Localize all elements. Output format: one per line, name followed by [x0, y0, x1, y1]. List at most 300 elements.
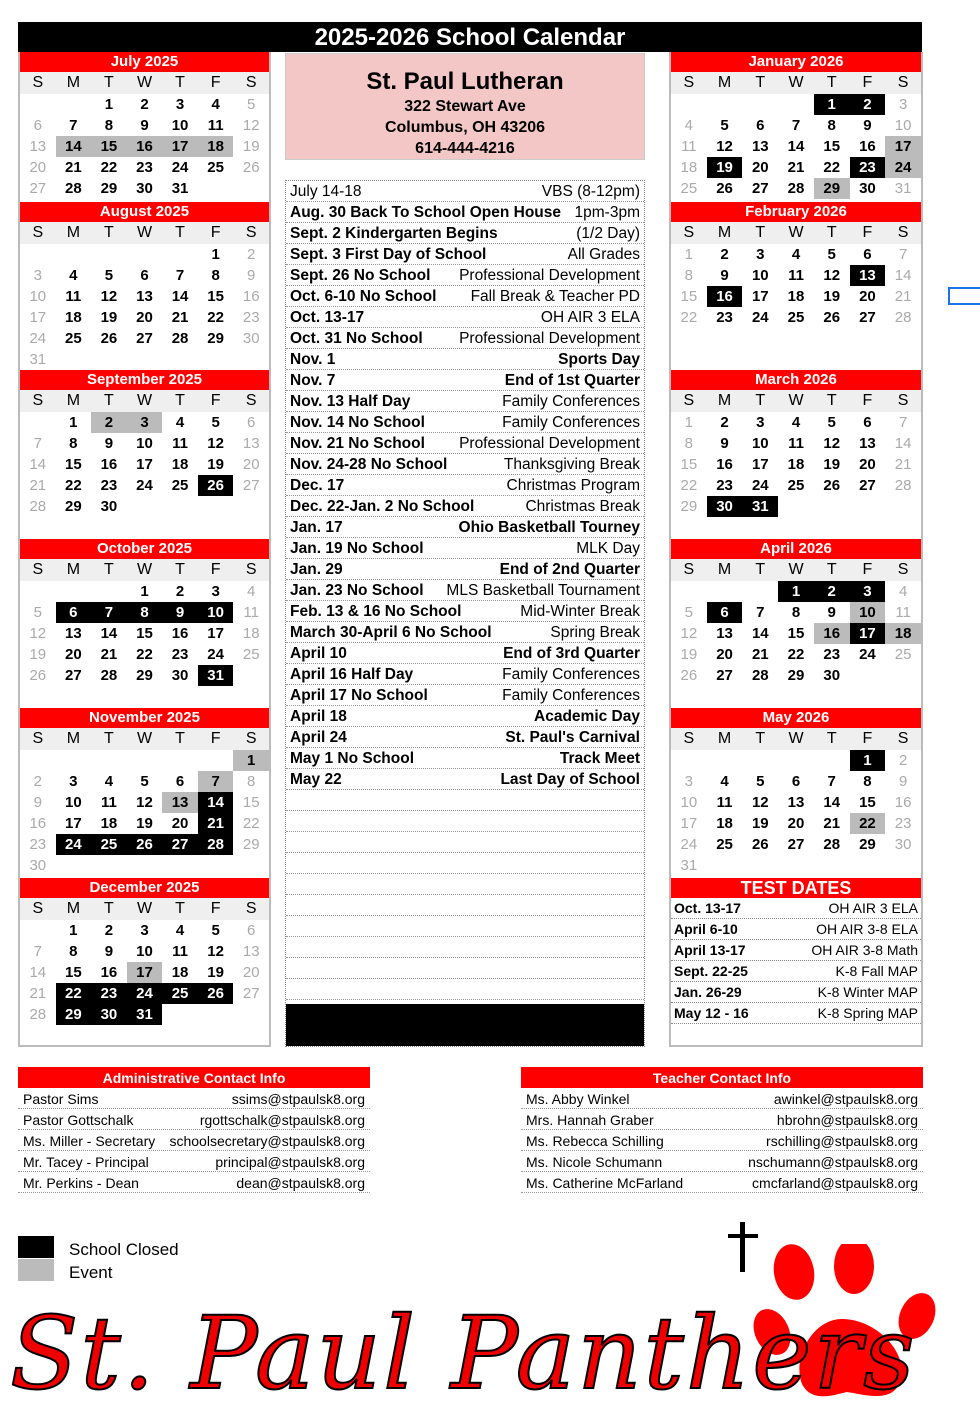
calendar-day[interactable]: 1: [69, 414, 78, 431]
calendar-day[interactable]: 31: [198, 665, 234, 686]
calendar-day[interactable]: 21: [100, 646, 118, 663]
calendar-day[interactable]: 30: [136, 180, 153, 197]
calendar-day[interactable]: 10: [894, 117, 912, 134]
calendar-day[interactable]: 21: [29, 985, 47, 1002]
calendar-day[interactable]: 17: [127, 962, 163, 983]
calendar-day[interactable]: 24: [56, 834, 92, 855]
calendar-day[interactable]: 26: [823, 477, 841, 494]
calendar-day[interactable]: 26: [29, 667, 47, 684]
calendar-day[interactable]: 1: [233, 750, 269, 771]
calendar-day[interactable]: 12: [207, 943, 224, 960]
calendar-day[interactable]: 5: [140, 773, 149, 790]
calendar-day[interactable]: 31: [171, 180, 189, 197]
calendar-day[interactable]: 12: [823, 267, 841, 284]
calendar-day[interactable]: 28: [751, 667, 769, 684]
calendar-day[interactable]: 20: [242, 964, 260, 981]
calendar-day[interactable]: 23: [823, 646, 841, 663]
calendar-day[interactable]: 17: [885, 136, 921, 157]
calendar-day[interactable]: 31: [742, 496, 778, 517]
calendar-day[interactable]: 8: [104, 117, 114, 134]
calendar-day[interactable]: 2: [720, 414, 729, 431]
calendar-day[interactable]: 9: [104, 943, 114, 960]
calendar-day[interactable]: 30: [894, 836, 912, 853]
calendar-day[interactable]: 15: [65, 456, 82, 473]
calendar-day[interactable]: 5: [684, 604, 694, 621]
calendar-day[interactable]: 24: [171, 159, 189, 176]
contact-email[interactable]: hbrohn@stpaulsk8.org: [776, 1112, 918, 1128]
calendar-day[interactable]: 23: [242, 309, 260, 326]
calendar-day[interactable]: 11: [243, 604, 259, 621]
calendar-day[interactable]: 14: [171, 288, 189, 305]
calendar-day[interactable]: 5: [827, 246, 836, 263]
calendar-day[interactable]: 23: [850, 157, 886, 178]
calendar-day[interactable]: 7: [791, 117, 801, 134]
calendar-day[interactable]: 11: [65, 288, 82, 305]
calendar-day[interactable]: 21: [894, 288, 912, 305]
calendar-day[interactable]: 2: [850, 94, 886, 115]
calendar-day[interactable]: 12: [207, 435, 224, 452]
calendar-day[interactable]: 10: [65, 794, 82, 811]
calendar-day[interactable]: 28: [787, 180, 805, 197]
calendar-day[interactable]: 23: [29, 836, 47, 853]
calendar-day[interactable]: 24: [859, 646, 876, 663]
calendar-day[interactable]: 1: [211, 246, 220, 263]
calendar-day[interactable]: 25: [787, 477, 805, 494]
calendar-day[interactable]: 29: [65, 498, 82, 515]
calendar-day[interactable]: 20: [787, 815, 805, 832]
calendar-day[interactable]: 26: [198, 983, 234, 1004]
calendar-day[interactable]: 25: [65, 330, 82, 347]
calendar-day[interactable]: 23: [716, 309, 733, 326]
calendar-day[interactable]: 18: [787, 456, 805, 473]
contact-email[interactable]: awinkel@stpaulsk8.org: [773, 1091, 918, 1107]
calendar-day[interactable]: 14: [894, 267, 912, 284]
calendar-day[interactable]: 15: [787, 625, 805, 642]
calendar-day[interactable]: 19: [242, 138, 260, 155]
calendar-day[interactable]: 19: [680, 646, 698, 663]
calendar-day[interactable]: 23: [91, 983, 127, 1004]
calendar-day[interactable]: 10: [29, 288, 47, 305]
calendar-day[interactable]: 7: [898, 246, 908, 263]
calendar-day[interactable]: 9: [827, 604, 836, 621]
calendar-day[interactable]: 8: [127, 602, 163, 623]
calendar-day[interactable]: 19: [751, 815, 769, 832]
calendar-day[interactable]: 9: [104, 435, 114, 452]
calendar-day[interactable]: 3: [756, 246, 765, 263]
calendar-day[interactable]: 5: [104, 267, 114, 284]
calendar-day[interactable]: 25: [91, 834, 127, 855]
calendar-day[interactable]: 27: [65, 667, 82, 684]
calendar-day[interactable]: 5: [247, 96, 256, 113]
calendar-day[interactable]: 4: [175, 922, 185, 939]
calendar-day[interactable]: 18: [716, 815, 733, 832]
contact-email[interactable]: rschilling@stpaulsk8.org: [766, 1133, 918, 1149]
calendar-day[interactable]: 3: [175, 96, 185, 113]
calendar-day[interactable]: 4: [247, 583, 256, 600]
calendar-day[interactable]: 11: [172, 943, 188, 960]
calendar-day[interactable]: 15: [823, 138, 841, 155]
calendar-day[interactable]: 22: [242, 815, 260, 832]
calendar-day[interactable]: 17: [136, 456, 153, 473]
calendar-day[interactable]: 25: [242, 646, 260, 663]
calendar-day[interactable]: 22: [207, 309, 224, 326]
calendar-day[interactable]: 25: [207, 159, 224, 176]
calendar-day[interactable]: 17: [207, 625, 224, 642]
calendar-day[interactable]: 12: [242, 117, 260, 134]
calendar-day[interactable]: 22: [56, 983, 92, 1004]
calendar-day[interactable]: 28: [29, 1006, 47, 1023]
calendar-day[interactable]: 30: [171, 667, 189, 684]
calendar-day[interactable]: 13: [65, 625, 82, 642]
calendar-day[interactable]: 26: [198, 475, 234, 496]
calendar-day[interactable]: 12: [680, 625, 698, 642]
calendar-day[interactable]: 18: [680, 159, 698, 176]
calendar-day[interactable]: 20: [242, 456, 260, 473]
calendar-day[interactable]: 29: [814, 178, 850, 199]
calendar-day[interactable]: 13: [751, 138, 769, 155]
calendar-day[interactable]: 19: [207, 964, 224, 981]
calendar-day[interactable]: 11: [681, 138, 697, 155]
calendar-day[interactable]: 6: [863, 246, 872, 263]
calendar-day[interactable]: 28: [198, 834, 234, 855]
calendar-day[interactable]: 7: [175, 267, 185, 284]
calendar-day[interactable]: 25: [787, 309, 805, 326]
calendar-day[interactable]: 17: [751, 288, 769, 305]
calendar-day[interactable]: 28: [29, 498, 47, 515]
calendar-day[interactable]: 11: [716, 794, 733, 811]
calendar-day[interactable]: 22: [850, 813, 886, 834]
calendar-day[interactable]: 26: [127, 834, 163, 855]
calendar-day[interactable]: 1: [69, 922, 78, 939]
calendar-day[interactable]: 21: [823, 815, 841, 832]
calendar-day[interactable]: 4: [211, 96, 220, 113]
calendar-day[interactable]: 5: [720, 117, 729, 134]
calendar-day[interactable]: 16: [716, 456, 733, 473]
calendar-day[interactable]: 27: [29, 180, 47, 197]
calendar-day[interactable]: 30: [823, 667, 841, 684]
calendar-day[interactable]: 9: [720, 267, 729, 284]
calendar-day[interactable]: 11: [895, 604, 911, 621]
calendar-day[interactable]: 22: [100, 159, 118, 176]
calendar-day[interactable]: 21: [751, 646, 769, 663]
calendar-day[interactable]: 10: [136, 435, 153, 452]
calendar-day[interactable]: 28: [171, 330, 189, 347]
calendar-day[interactable]: 11: [788, 435, 804, 452]
calendar-day[interactable]: 21: [29, 477, 47, 494]
calendar-day[interactable]: 12: [823, 435, 841, 452]
calendar-day[interactable]: 12: [100, 288, 118, 305]
calendar-day[interactable]: 10: [751, 435, 769, 452]
calendar-day[interactable]: 20: [859, 288, 876, 305]
calendar-day[interactable]: 2: [175, 583, 185, 600]
calendar-day[interactable]: 9: [863, 117, 872, 134]
calendar-day[interactable]: 2: [91, 412, 127, 433]
calendar-day[interactable]: 16: [859, 138, 876, 155]
calendar-day[interactable]: 26: [823, 309, 841, 326]
calendar-day[interactable]: 2: [814, 581, 850, 602]
calendar-day[interactable]: 10: [680, 794, 698, 811]
calendar-day[interactable]: 4: [684, 117, 694, 134]
calendar-day[interactable]: 22: [136, 646, 153, 663]
calendar-day[interactable]: 29: [859, 836, 876, 853]
calendar-day[interactable]: 18: [787, 288, 805, 305]
calendar-day[interactable]: 10: [751, 267, 769, 284]
calendar-day[interactable]: 4: [104, 773, 114, 790]
calendar-day[interactable]: 27: [859, 477, 876, 494]
calendar-day[interactable]: 11: [788, 267, 804, 284]
calendar-day[interactable]: 18: [171, 964, 189, 981]
calendar-day[interactable]: 28: [65, 180, 82, 197]
calendar-day[interactable]: 13: [850, 265, 886, 286]
calendar-day[interactable]: 12: [136, 794, 153, 811]
calendar-day[interactable]: 20: [859, 456, 876, 473]
calendar-day[interactable]: 4: [791, 414, 801, 431]
calendar-day[interactable]: 7: [756, 604, 765, 621]
calendar-day[interactable]: 13: [242, 435, 260, 452]
calendar-day[interactable]: 15: [65, 964, 82, 981]
calendar-day[interactable]: 8: [69, 435, 78, 452]
calendar-day[interactable]: 17: [850, 623, 886, 644]
calendar-day[interactable]: 7: [898, 414, 908, 431]
calendar-day[interactable]: 16: [814, 623, 850, 644]
calendar-day[interactable]: 23: [171, 646, 189, 663]
calendar-day[interactable]: 22: [787, 646, 805, 663]
calendar-day[interactable]: 7: [198, 771, 234, 792]
calendar-day[interactable]: 15: [242, 794, 260, 811]
contact-email[interactable]: nschumann@stpaulsk8.org: [748, 1154, 918, 1170]
calendar-day[interactable]: 14: [100, 625, 118, 642]
calendar-day[interactable]: 19: [100, 309, 118, 326]
calendar-day[interactable]: 15: [207, 288, 224, 305]
calendar-day[interactable]: 31: [894, 180, 912, 197]
calendar-day[interactable]: 4: [69, 267, 78, 284]
calendar-day[interactable]: 4: [720, 773, 729, 790]
calendar-day[interactable]: 3: [850, 581, 886, 602]
calendar-day[interactable]: 25: [171, 477, 189, 494]
calendar-day[interactable]: 30: [29, 857, 47, 874]
calendar-day[interactable]: 20: [716, 646, 733, 663]
calendar-day[interactable]: 26: [100, 330, 118, 347]
calendar-day[interactable]: 8: [684, 435, 694, 452]
calendar-day[interactable]: 2: [247, 246, 256, 263]
calendar-day[interactable]: 8: [863, 773, 872, 790]
calendar-day[interactable]: 2: [104, 922, 114, 939]
calendar-day[interactable]: 3: [69, 773, 78, 790]
calendar-day[interactable]: 21: [894, 456, 912, 473]
calendar-day[interactable]: 27: [136, 330, 153, 347]
calendar-day[interactable]: 20: [136, 309, 153, 326]
calendar-day[interactable]: 6: [863, 414, 872, 431]
calendar-day[interactable]: 13: [242, 943, 260, 960]
calendar-day[interactable]: 20: [29, 159, 47, 176]
calendar-day[interactable]: 25: [716, 836, 733, 853]
calendar-day[interactable]: 6: [140, 267, 149, 284]
calendar-day[interactable]: 19: [136, 815, 153, 832]
calendar-day[interactable]: 13: [162, 792, 198, 813]
calendar-day[interactable]: 13: [29, 138, 47, 155]
calendar-day[interactable]: 4: [175, 414, 185, 431]
calendar-day[interactable]: 31: [29, 351, 47, 368]
calendar-day[interactable]: 24: [751, 477, 769, 494]
calendar-day[interactable]: 31: [680, 857, 698, 874]
calendar-day[interactable]: 19: [707, 157, 743, 178]
calendar-day[interactable]: 30: [100, 498, 118, 515]
calendar-day[interactable]: 6: [56, 602, 92, 623]
calendar-day[interactable]: 6: [247, 922, 256, 939]
calendar-day[interactable]: 7: [91, 602, 127, 623]
calendar-day[interactable]: 2: [720, 246, 729, 263]
calendar-day[interactable]: 1: [850, 750, 886, 771]
calendar-day[interactable]: 9: [720, 435, 729, 452]
calendar-day[interactable]: 23: [716, 477, 733, 494]
calendar-day[interactable]: 3: [684, 773, 694, 790]
calendar-day[interactable]: 24: [751, 309, 769, 326]
calendar-day[interactable]: 7: [69, 117, 78, 134]
calendar-day[interactable]: 19: [29, 646, 47, 663]
calendar-day[interactable]: 25: [680, 180, 698, 197]
calendar-day[interactable]: 14: [29, 456, 47, 473]
contact-email[interactable]: principal@stpaulsk8.org: [215, 1154, 365, 1170]
calendar-day[interactable]: 24: [29, 330, 47, 347]
calendar-day[interactable]: 15: [680, 456, 698, 473]
calendar-day[interactable]: 5: [33, 604, 42, 621]
calendar-day[interactable]: 26: [680, 667, 698, 684]
calendar-day[interactable]: 28: [894, 309, 912, 326]
calendar-day[interactable]: 10: [171, 117, 189, 134]
calendar-day[interactable]: 17: [29, 309, 47, 326]
calendar-day[interactable]: 11: [207, 117, 224, 134]
calendar-day[interactable]: 10: [198, 602, 234, 623]
calendar-day[interactable]: 20: [65, 646, 82, 663]
calendar-day[interactable]: 1: [778, 581, 814, 602]
calendar-day[interactable]: 16: [171, 625, 189, 642]
calendar-day[interactable]: 24: [885, 157, 921, 178]
calendar-day[interactable]: 8: [791, 604, 801, 621]
calendar-day[interactable]: 7: [33, 435, 42, 452]
calendar-day[interactable]: 10: [136, 943, 153, 960]
calendar-day[interactable]: 17: [680, 815, 698, 832]
calendar-day[interactable]: 3: [127, 412, 163, 433]
calendar-day[interactable]: 7: [33, 943, 42, 960]
calendar-day[interactable]: 14: [56, 136, 92, 157]
calendar-day[interactable]: 22: [680, 477, 698, 494]
calendar-day[interactable]: 24: [207, 646, 224, 663]
calendar-day[interactable]: 18: [242, 625, 260, 642]
calendar-day[interactable]: 15: [859, 794, 876, 811]
calendar-day[interactable]: 22: [680, 309, 698, 326]
calendar-day[interactable]: 27: [716, 667, 733, 684]
calendar-day[interactable]: 16: [242, 288, 260, 305]
calendar-day[interactable]: 14: [787, 138, 805, 155]
calendar-day[interactable]: 5: [827, 414, 836, 431]
calendar-day[interactable]: 9: [898, 773, 908, 790]
calendar-day[interactable]: 31: [127, 1004, 163, 1025]
calendar-day[interactable]: 21: [171, 309, 189, 326]
calendar-day[interactable]: 30: [859, 180, 876, 197]
calendar-day[interactable]: 17: [162, 136, 198, 157]
calendar-day[interactable]: 15: [680, 288, 698, 305]
calendar-day[interactable]: 9: [140, 117, 149, 134]
calendar-day[interactable]: 24: [680, 836, 698, 853]
calendar-day[interactable]: 6: [247, 414, 256, 431]
calendar-day[interactable]: 16: [29, 815, 47, 832]
calendar-day[interactable]: 29: [787, 667, 805, 684]
calendar-day[interactable]: 28: [823, 836, 841, 853]
calendar-day[interactable]: 27: [242, 985, 260, 1002]
calendar-day[interactable]: 15: [91, 136, 127, 157]
calendar-day[interactable]: 2: [33, 773, 42, 790]
calendar-day[interactable]: 18: [65, 309, 82, 326]
contact-email[interactable]: cmcfarland@stpaulsk8.org: [752, 1175, 918, 1191]
calendar-day[interactable]: 9: [247, 267, 256, 284]
calendar-day[interactable]: 27: [859, 309, 876, 326]
calendar-day[interactable]: 19: [823, 456, 841, 473]
calendar-day[interactable]: 11: [100, 794, 117, 811]
calendar-day[interactable]: 2: [140, 96, 149, 113]
calendar-day[interactable]: 3: [898, 96, 908, 113]
calendar-day[interactable]: 14: [823, 794, 841, 811]
calendar-day[interactable]: 4: [898, 583, 908, 600]
calendar-day[interactable]: 22: [65, 477, 82, 494]
calendar-day[interactable]: 18: [171, 456, 189, 473]
calendar-day[interactable]: 15: [136, 625, 153, 642]
calendar-day[interactable]: 12: [29, 625, 47, 642]
calendar-day[interactable]: 20: [171, 815, 189, 832]
calendar-day[interactable]: 1: [684, 414, 694, 431]
calendar-day[interactable]: 14: [198, 792, 234, 813]
calendar-day[interactable]: 1: [140, 583, 149, 600]
contact-email[interactable]: ssims@stpaulsk8.org: [231, 1091, 365, 1107]
calendar-day[interactable]: 17: [751, 456, 769, 473]
calendar-day[interactable]: 16: [894, 794, 912, 811]
calendar-day[interactable]: 30: [242, 330, 260, 347]
calendar-day[interactable]: 6: [707, 602, 743, 623]
calendar-day[interactable]: 1: [814, 94, 850, 115]
calendar-day[interactable]: 30: [91, 1004, 127, 1025]
calendar-day[interactable]: 18: [198, 136, 234, 157]
calendar-day[interactable]: 29: [207, 330, 224, 347]
calendar-day[interactable]: 7: [827, 773, 836, 790]
calendar-day[interactable]: 23: [894, 815, 912, 832]
calendar-day[interactable]: 29: [242, 836, 260, 853]
calendar-day[interactable]: 25: [894, 646, 912, 663]
calendar-day[interactable]: 20: [751, 159, 769, 176]
calendar-day[interactable]: 3: [211, 583, 220, 600]
calendar-day[interactable]: 27: [162, 834, 198, 855]
calendar-day[interactable]: 27: [242, 477, 260, 494]
calendar-day[interactable]: 21: [787, 159, 805, 176]
calendar-day[interactable]: 11: [172, 435, 188, 452]
calendar-day[interactable]: 16: [100, 964, 118, 981]
calendar-day[interactable]: 13: [787, 794, 805, 811]
contact-email[interactable]: rgottschalk@stpaulsk8.org: [199, 1112, 365, 1128]
calendar-day[interactable]: 22: [823, 159, 841, 176]
calendar-day[interactable]: 28: [100, 667, 118, 684]
calendar-day[interactable]: 19: [207, 456, 224, 473]
calendar-day[interactable]: 12: [716, 138, 733, 155]
calendar-day[interactable]: 12: [751, 794, 769, 811]
contact-email[interactable]: dean@stpaulsk8.org: [236, 1175, 365, 1191]
calendar-day[interactable]: 6: [756, 117, 765, 134]
calendar-day[interactable]: 6: [33, 117, 42, 134]
calendar-day[interactable]: 23: [136, 159, 153, 176]
calendar-day[interactable]: 24: [127, 983, 163, 1004]
calendar-day[interactable]: 1: [684, 246, 694, 263]
calendar-day[interactable]: 8: [827, 117, 836, 134]
calendar-day[interactable]: 28: [894, 477, 912, 494]
calendar-day[interactable]: 16: [100, 456, 118, 473]
calendar-day[interactable]: 8: [69, 943, 78, 960]
